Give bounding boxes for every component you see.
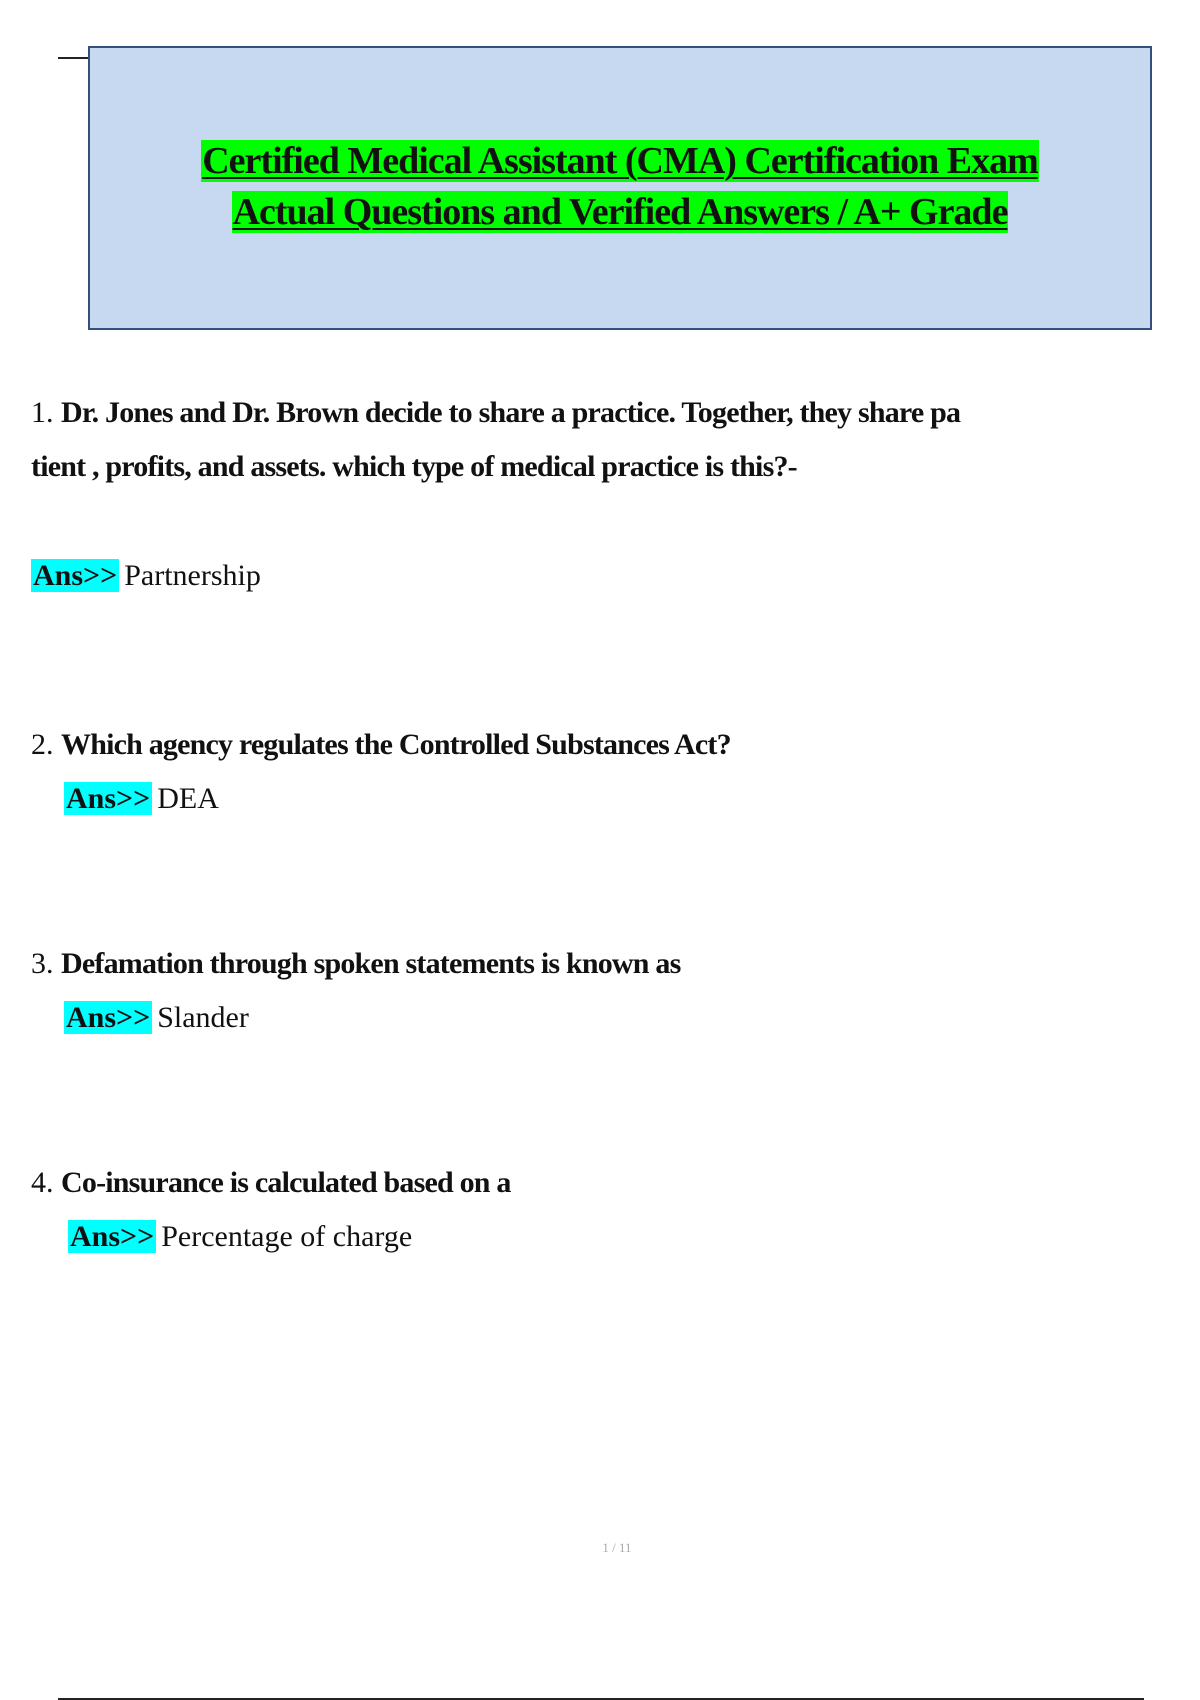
page-indicator: 1 / 11: [602, 1540, 632, 1555]
question-1-continued: [31, 448, 797, 486]
question-1: [31, 394, 960, 432]
question-number: 1.: [31, 396, 54, 429]
question-text: tient , profits, and assets. which type of medical practice is this?-: [31, 450, 797, 483]
answer-tag: Ans>>: [66, 782, 151, 815]
question-number: 3.: [31, 947, 54, 980]
answer-3: [64, 999, 249, 1037]
answer-tag: Ans>>: [33, 559, 118, 592]
document-title-text-2: Actual Questions and Verified Answers / A+ Grade: [232, 191, 1008, 233]
question-3: [31, 945, 680, 983]
document-title-line-2: [90, 189, 1150, 235]
header-rule-tick: [58, 57, 88, 59]
answer-tag: Ans>>: [66, 1001, 151, 1034]
title-box: [88, 46, 1152, 330]
answer-2: [64, 780, 219, 818]
answer-text: Slander: [157, 1001, 249, 1034]
answer-tag: Ans>>: [70, 1220, 155, 1253]
answer-1: [31, 557, 261, 595]
answer-text: DEA: [157, 782, 219, 815]
question-number: 2.: [31, 728, 54, 761]
question-text: Defamation through spoken statements is known as: [61, 947, 681, 980]
question-text: Dr. Jones and Dr. Brown decide to share a practice. Together, they share pa: [61, 396, 961, 429]
answer-text: Percentage of charge: [161, 1220, 413, 1253]
question-4: [31, 1164, 511, 1202]
question-number: 4.: [31, 1166, 54, 1199]
document-title-line-1: [90, 138, 1150, 184]
question-2: [31, 726, 731, 764]
answer-text: Partnership: [124, 559, 261, 592]
question-text: Co-insurance is calculated based on a: [61, 1166, 511, 1199]
document-title-text-1: Certified Medical Assistant (CMA) Certification Exam: [202, 140, 1038, 182]
answer-4: [68, 1218, 412, 1256]
question-text: Which agency regulates the Controlled Substances Act?: [61, 728, 731, 761]
